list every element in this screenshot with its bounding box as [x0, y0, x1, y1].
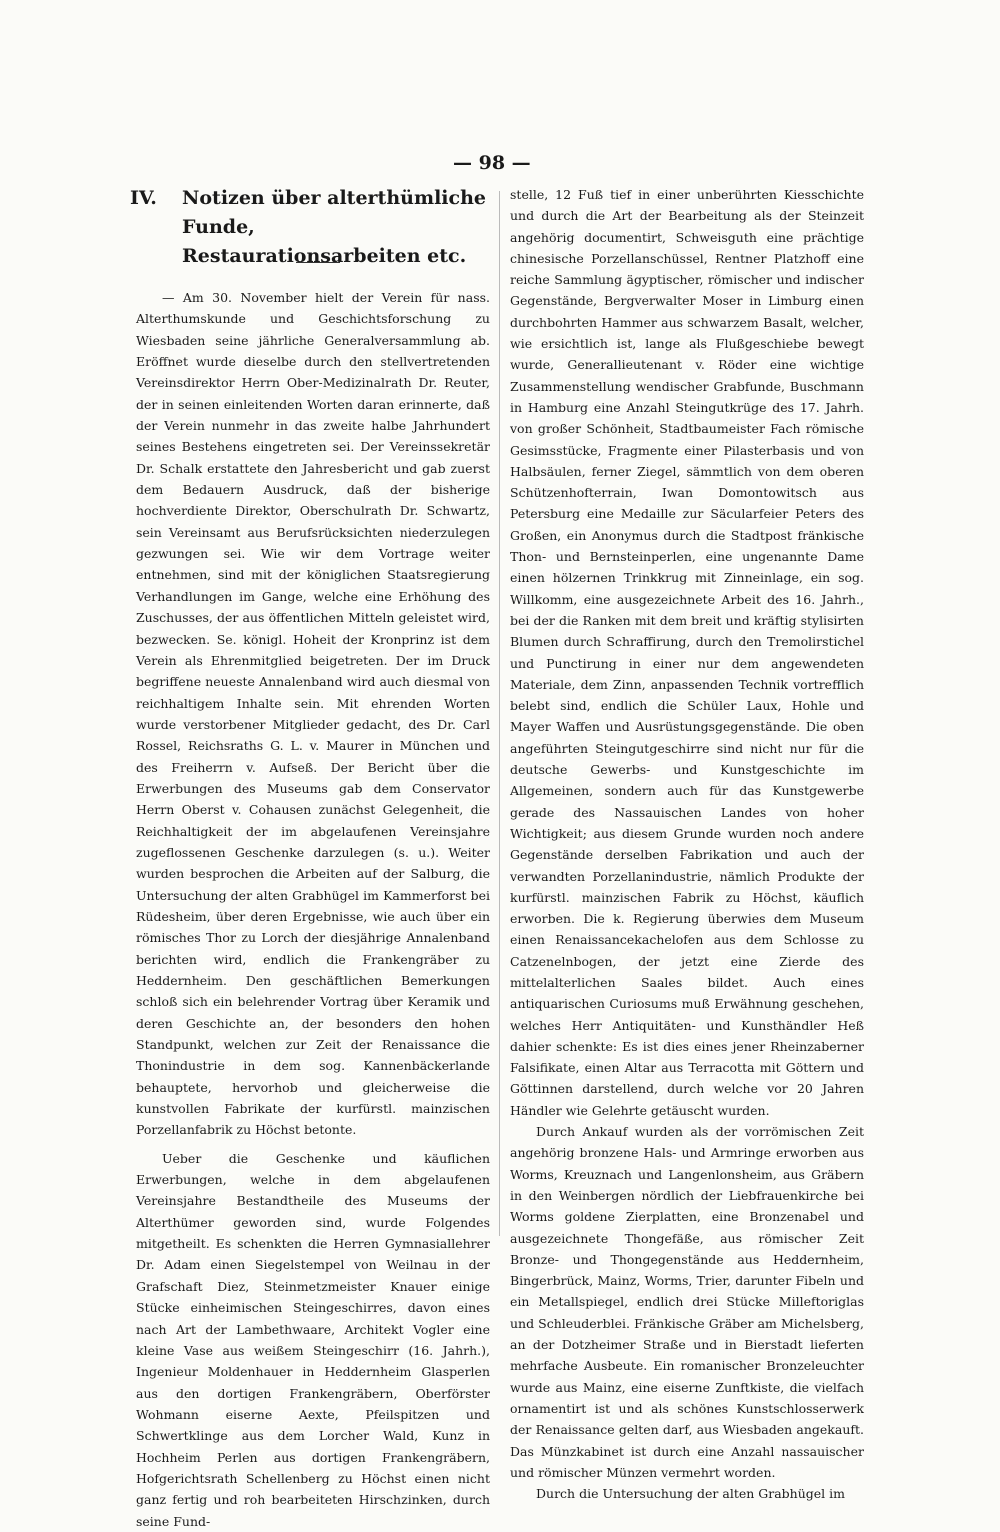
paragraph-grabhuegel: Durch die Untersuchung der alten Grabhügel im [536, 1486, 845, 1502]
paragraph-ankauf: Durch Ankauf wurden als der vorrömischen Zeit angehörig bronzene Hals- und Armringe erworben aus Worms, Kreuznach und Langenlonsheim, aus Gräbern in den Weinbergen nördlich der Liebfrauenkirche bei Worms goldene Zierplatten, eine Bronzenabel und ausgezeichnete Thongefäße, aus römischer Zeit Bronze- und Thongegenstände aus Heddernheim, Bingerbrück, Mainz, Worms, Trier, darunter Fibeln und ein Metallspiegel, endlich drei Stücke Milleftoriglas und Schleuderblei. Fränkische Gräber am Michelsberg, an der Dotzheimer Straße und in Bierstadt lieferten mehrfache Ausbeute. Ein romanischer Bronzeleuchter wurde aus Mainz, eine eiserne Zunftkiste, die vielfach ornamentirt ist und als schönes Kunstschlosserwerk der Renaissance gelten darf, aus Wiesbaden angekauft. Das Münzkabinet ist durch eine Anzahl nassauischer und römischer Münzen vermehrt worden. [510, 1124, 864, 1480]
heading-divider [296, 262, 340, 263]
paragraph-generalversammlung: — Am 30. November hielt der Verein für nass. Alterthumskunde und Geschichtsforschung zu Wiesbaden seine jährliche Generalversammlung ab. Eröffnet wurde dieselbe durch den stellvertretenden Vereinsdirektor Herrn Ober-Medizinalrath Dr. Reuter, der in seinen einleitenden Worten daran erinnerte, daß der Verein nunmehr in das zweite halbe Jahrhundert seines Bestehens eingetreten sei. Der Vereinssekretär Dr. Schalk erstattete den Jahresbericht und gab zuerst dem Bedauern Ausdruck, daß der bisherige hochverdiente Direktor, Oberschulrath Dr. Schwartz, sein Vereinsamt aus Berufsrücksichten niederzulegen gezwungen sei. Wie wir dem Vortrage weiter entnehmen, sind mit der königlichen Staatsregierung Verhandlungen im Gange, welche eine Erhöhung des Zuschusses, der aus öffentlichen Mitteln geleistet wird, bezwecken. Se. königl. Hoheit der Kronprinz ist dem Verein als Ehrenmitglied beigetreten. Der im Druck begriffene neueste Annalenband wird auch diesmal von reichhaltigem Inhalte sein. Mit ehrenden Worten wurde verstorbener Mitglieder gedacht, des Dr. Carl Rossel, Reichsraths G. L. v. Maurer in München und des Freiherrn v. Aufseß. Der Bericht über die Erwerbungen des Museums gab dem Conservator Herrn Oberst v. Cohausen zunächst Gelegenheit, die Reichhaltigkeit der im abgelaufenen Vereinsjahre zugeflossenen Geschenke darzulegen (s. u.). Weiter wurden besprochen die Arbeiten auf der Salburg, die Untersuchung der alten Grabhügel im Kammerforst bei Rüdesheim, über deren Ergebnisse, wie auch über ein römisches Thor zu Lorch der diesjährige Annalenband berichten wird, endlich die Frankengräber zu Heddernheim. Den geschäftlichen Bemerkungen schloß sich ein belehrender Vortrag über Keramik und deren Geschichte an, der besonders den hohen Standpunkt, welchen zur Zeit der Renaissance die Thonindustrie in dem sog. Kannenbäckerlande behauptete, hervorhob und gleicherweise die kunstvollen Fabrikate der kurfürstl. mainzischen Porzellanfabrik zu Höchst betonte. [136, 290, 490, 1138]
section-numeral: IV. [130, 187, 157, 209]
paragraph-geschenke-continued: stelle, 12 Fuß tief in einer unberührten Kiesschichte und durch die Art der Bearbeitung als der Steinzeit angehörig documentirt, Schweisguth eine prächtige chinesische Porzellanschüssel, Rentner Platzhoff eine reiche Sammlung ägyptischer, römischer und indischer Gegenstände, Bergverwalter Moser in Limburg einen durchbohrten Hammer aus schwarzem Basalt, welcher, wie ersichtlich ist, lange als Flußgeschiebe bewegt wurde, Generallieutenant v. Röder eine wichtige Zusammenstellung wendischer Grabfunde, Buschmann in Hamburg eine Anzahl Steingutkrüge des 17. Jahrh. von großer Schönheit, Stadtbaumeister Fach römische Gesimsstücke, Fragmente einer Pilasterbasis und von Halbsäulen, ferner Ziegel, sämmtlich von dem oberen Schützenhofterrain, Iwan Domontowitsch aus Petersburg eine Medaille zur Säcularfeier Peters des Großen, ein Anonymus durch die Stadtpost fränkische Thon- und Bernsteinperlen, eine ungenannte Dame einen hölzernen Trinkkrug mit Zinneinlage, ein sog. Willkomm, eine ausgezeichnete Arbeit des 16. Jahrh., bei der die Ranken mit dem breit und kräftig stylisirten Blumen durch Schraffirung, durch den Tremolirstichel und Punctirung in einer nur dem angewendeten Materiale, dem Zinn, anpassenden Technik vortrefflich belebt sind, endlich die Schüler Laux, Hohle und Mayer Waffen und Ausrüstungsgegenstände. Die oben angeführten Steingutgeschirre sind nicht nur für die deutsche Gewerbs- und Kunstgeschichte im Allgemeinen, sondern auch für das Kunstgewerbe gerade des Nassauischen Landes von hoher Wichtigkeit; aus diesem Grunde wurden noch andere Gegenstände derselben Fabrikation und auch der verwandten Porzellanindustrie, nämlich Produkte der kurfürstl. mainzischen Fabrik zu Höchst, käuflich erworben. Die k. Regierung überwies dem Museum einen Renaissancekachelofen aus dem Schlosse zu Catzenelnbogen, der jetzt eine Zierde des mittelalterlichen Saales bildet. Auch eines antiquarischen Curiosums muß Erwähnung geschehen, welches Herr Antiquitäten- und Kunsthändler Heß dahier schenkte: Es ist dies eines jener Rheinzaberner Falsifikate, einen Altar aus Terracotta mit Göttern und Göttinnen darstellend, durch welche vor 20 Jahren Händler wie Gelehrte getäuscht wurden. [510, 187, 864, 1118]
right-column [510, 184, 864, 1504]
section-title: Notizen über alterthümliche Funde, Restaurationsarbeiten etc. [182, 187, 486, 267]
column-divider [499, 191, 500, 1236]
page-number: — 98 — [453, 152, 531, 174]
left-column [136, 287, 490, 1532]
paragraph-geschenke: Ueber die Geschenke und käuflichen Erwerbungen, welche in dem abgelaufenen Vereinsjahre Bestandtheile des Museums der Alterthümer geworden sind, wurde Folgendes mitgetheilt. Es schenkten die Herren Gymnasiallehrer Dr. Adam einen Siegelstempel von Weilnau in der Grafschaft Diez, Steinmetzmeister Knauer einige Stücke einheimischen Steingeschirres, davon eines nach Art der Lambethwaare, Architekt Vogler eine kleine Vase aus weißem Steingeschirr (16. Jahrh.), Ingenieur Moldenhauer in Heddernheim Glasperlen aus den dortigen Frankengräbern, Oberförster Wohmann eiserne Aexte, Pfeilspitzen und Schwertklinge aus dem Lorcher Wald, Kunz in Hochheim Perlen aus dortigen Frankengräbern, Hofgerichtsrath Schellenberg zu Höchst einen nicht ganz fertig und roh bearbeiteten Hirschzinken, durch seine Fund- [136, 1150, 490, 1529]
section-heading [130, 184, 490, 271]
